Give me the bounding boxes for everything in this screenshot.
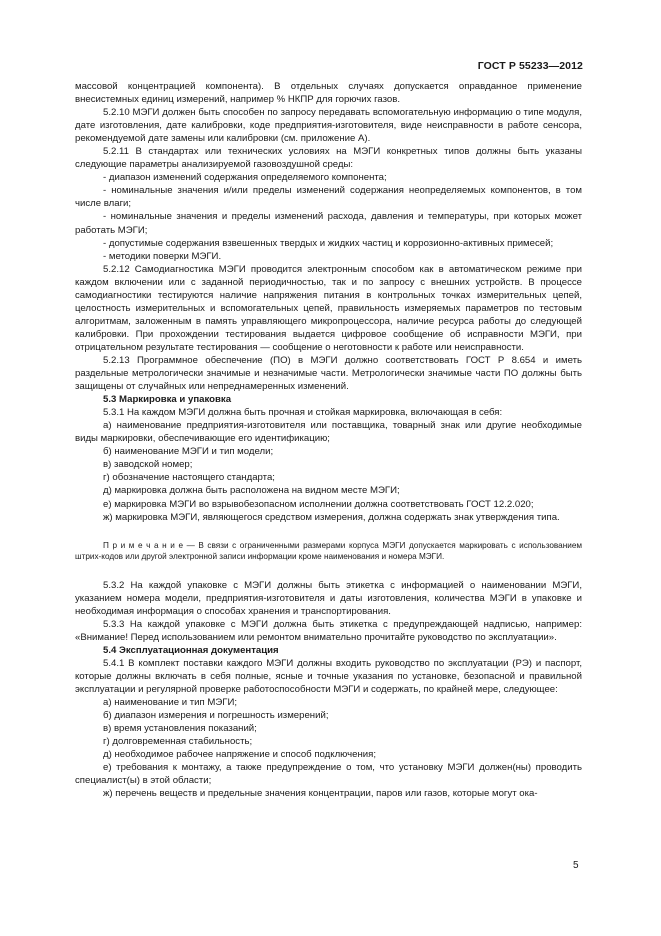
note-paragraph: П р и м е ч а н и е — В связи с ограниченными размерами корпуса МЭГИ допускается маркировать с использованием штрих-кодов или другой электронной записи информации кроме наименования и номера МЭГИ. [75,540,582,562]
document-header: ГОСТ Р 55233—2012 [477,60,583,72]
paragraph: д) маркировка должна быть расположена на видном месте МЭГИ; [103,485,400,497]
paragraph: в) время установления показаний; [103,723,257,735]
paragraph: б) наименование МЭГИ и тип модели; [103,446,274,458]
paragraph: д) необходимое рабочее напряжение и способ подключения; [103,749,377,761]
paragraph: г) долговременная стабильность; [103,736,253,748]
paragraph: ж) перечень веществ и предельные значения концентрации, паров или газов, которые могут ока- [103,788,538,800]
paragraph: б) диапазон измерения и погрешность измерений; [103,710,329,722]
paragraph: 5.2.10 МЭГИ должен быть способен по запросу передавать вспомогательную информацию о типе модуля, дате изготовления, дате калибровки, коде предприятия-изготовителя, виде неисправности в работе сенсора, рекомендуемой дате замены или калибровки (см. приложение А). [75,107,582,145]
paragraph: а) наименование и тип МЭГИ; [103,697,238,709]
paragraph: а) наименование предприятия-изготовителя или поставщика, товарный знак или другие необходимые виды маркировки, обеспечивающие его идентификацию; [75,420,582,445]
paragraph: - методики поверки МЭГИ. [103,250,222,262]
paragraph: массовой концентрацией компонента). В отдельных случаях допускается оправданное применение внесистемных единиц измерений, например % НКПР для горючих газов. [75,81,582,106]
paragraph: - номинальные значения и пределы изменений расхода, давления и температуры, при которых может работать МЭГИ; [75,211,582,236]
paragraph: 5.2.12 Самодиагностика МЭГИ проводится электронным способом как в автоматическом режиме при каждом включении или с заданной периодичностью, так и по запросу с внешних устройств. В процессе самодиагностики тестируются наличие напряжения питания в контрольных точках измерительных цепей, целостность измерительных и вспомогательных цепей, правильность измеряемых параметров по тестовым алгоритмам, заложенным в память управляющего микропроцессора, наличие ресурса работы до следующей калибровки. При прохождении тестирования выдается цифровое сообщение об исправности МЭГИ, при отрицательном результате тестирования — сообщение о неготовности к работе или неисправности. [75,263,582,353]
section-heading: 5.3 Маркировка и упаковка [103,394,232,406]
paragraph: - номинальные значения и/или пределы изменений содержания неопределяемых компонентов, в том числе влаги; [75,185,582,210]
paragraph: 5.3.2 На каждой упаковке с МЭГИ должны быть этикетка с информацией о наименовании МЭГИ, указанием номера модели, предприятия-изготовителя и даты изготовления, количества МЭГИ в упаковке и необходимая информация о способах хранения и транспортирования. [75,579,582,617]
paragraph: - диапазон изменений содержания определяемого компонента; [103,172,387,184]
paragraph: 5.3.3 На каждой упаковке с МЭГИ должна быть этикетка с предупреждающей надписью, например: «Внимание! Перед использованием или ремонтом внимательно прочитайте руководство по эксплуатации». [75,618,582,643]
document-body [75,80,582,800]
paragraph: - допустимые содержания взвешенных твердых и жидких частиц и коррозионно-активных примесей; [103,237,554,249]
page-number: 5 [573,860,579,871]
paragraph: 5.4.1 В комплект поставки каждого МЭГИ должны входить руководство по эксплуатации (РЭ) и паспорт, которые должны включать в себя полные, ясные и точные указания по установке, безопасной и правильной эксплуатации и регулярной проверке работоспособности МЭГИ и содержать, по крайней мере, следующее: [75,657,582,695]
paragraph: 5.2.11 В стандартах или технических условиях на МЭГИ конкретных типов должны быть указаны следующие параметры анализируемой газовоздушной среды: [75,146,582,171]
paragraph: 5.2.13 Программное обеспечение (ПО) в МЭГИ должно соответствовать ГОСТ Р 8.654 и иметь раздельные метрологически значимые и незначимые части. Метрологически значимые части ПО должны быть защищены от случайных или непреднамеренных изменений. [75,354,582,393]
paragraph: 5.3.1 На каждом МЭГИ должна быть прочная и стойкая маркировка, включающая в себя: [103,407,503,419]
paragraph: г) обозначение настоящего стандарта; [103,472,275,484]
paragraph: ж) маркировка МЭГИ, являющегося средством измерения, должна содержать знак утверждения типа. [103,511,560,523]
paragraph: е) маркировка МЭГИ во взрывобезопасном исполнении должна соответствовать ГОСТ 12.2.020; [103,498,534,510]
section-heading: 5.4 Эксплуатационная документация [103,644,279,656]
paragraph: е) требования к монтажу, а также предупреждение о том, что установку МЭГИ должен(ны) проводить специалист(ы) в этой области; [75,762,582,787]
paragraph: в) заводской номер; [103,459,193,471]
